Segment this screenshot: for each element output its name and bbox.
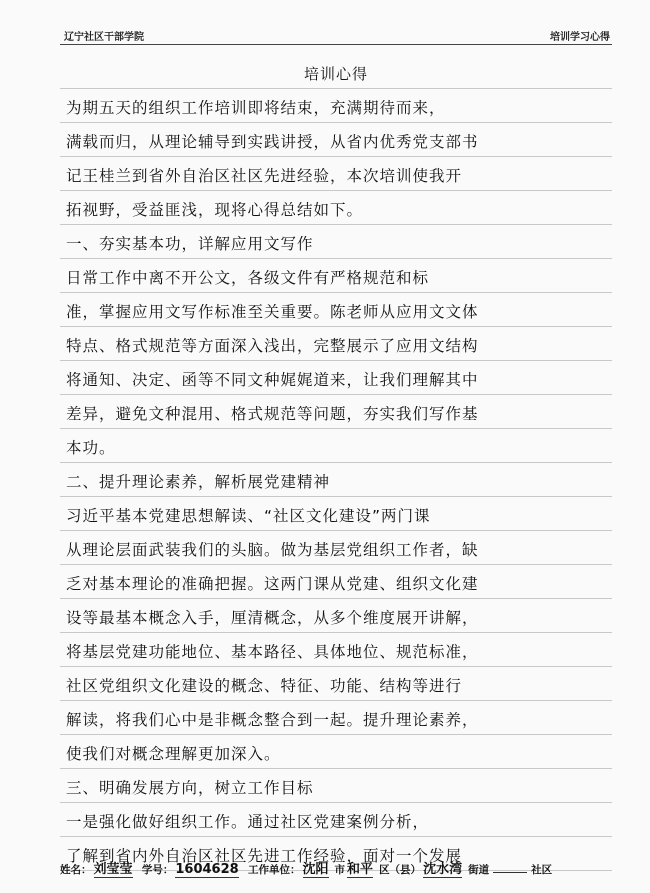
text-row <box>60 462 612 497</box>
text-row <box>60 428 612 463</box>
handwritten-line: 满载而归，从理论辅导到实践讲授，从省内优秀党支部书 <box>66 133 479 151</box>
handwritten-line: 从理论层面武装我们的头脑。做为基层党组织工作者，缺 <box>66 541 479 559</box>
handwritten-line: 二、提升理论素养，解析展党建精神 <box>66 473 331 491</box>
text-row <box>60 122 612 157</box>
text-row <box>60 292 612 327</box>
community-blank <box>493 872 527 873</box>
district-suffix: 区（县） <box>379 864 422 876</box>
text-row <box>60 258 612 293</box>
street-value: 沈水湾 <box>423 858 462 878</box>
text-row <box>60 666 612 701</box>
name-label: 姓名： <box>60 864 92 876</box>
text-row <box>60 190 612 225</box>
text-row <box>60 598 612 633</box>
text-row <box>60 768 612 803</box>
handwritten-line: 为期五天的组织工作培训即将结束，充满期待而来， <box>66 99 446 117</box>
handwritten-line: 一是强化做好组织工作。通过社区党建案例分析， <box>66 813 430 831</box>
name-value: 刘莹莹 <box>94 858 133 878</box>
handwritten-line: 将通知、决定、函等不同文种娓娓道来，让我们理解其中 <box>66 371 479 389</box>
handwritten-line: 特点、格式规范等方面深入浅出，完整展示了应用文结构 <box>66 337 479 355</box>
header-divider <box>60 44 612 45</box>
city-suffix: 市 <box>334 864 346 876</box>
handwritten-line: 使我们对概念理解更加深入。 <box>66 745 281 763</box>
text-row <box>60 326 612 361</box>
handwritten-line: 日常工作中离不开公文，各级文件有严格规范和标 <box>66 269 430 287</box>
text-row <box>60 632 612 667</box>
district-value: 和平 <box>347 858 373 878</box>
text-row <box>60 530 612 565</box>
handwritten-line: 习近平基本党建思想解读、“社区文化建设”两门课 <box>66 507 431 525</box>
footer-info <box>60 858 552 878</box>
text-row <box>60 156 612 191</box>
text-row <box>60 224 612 259</box>
handwritten-line: 准，掌握应用文写作标准至关重要。陈老师从应用文文体 <box>66 303 479 321</box>
handwritten-line: 记王桂兰到省外自治区社区先进经验，本次培训使我开 <box>66 167 463 185</box>
city-value: 沈阳 <box>303 858 329 878</box>
text-row <box>60 360 612 395</box>
handwritten-line: 社区党组织文化建设的概念、特征、功能、结构等进行 <box>66 677 463 695</box>
title-row <box>60 54 612 89</box>
handwritten-line: 三、明确发展方向，树立工作目标 <box>66 779 314 797</box>
essay-title: 培训心得 <box>303 65 368 83</box>
handwritten-line: 拓视野，受益匪浅，现将心得总结如下。 <box>66 201 364 219</box>
header-institution: 辽宁社区干部学院 <box>64 32 144 43</box>
community-suffix: 社区 <box>531 864 553 876</box>
handwritten-line: 乏对基本理论的准确把握。这两门课从党建、组织文化建 <box>66 575 479 593</box>
handwritten-line: 了解到省内外自治区社区先进工作经验，面对一个发展 <box>66 847 463 865</box>
handwritten-line: 将基层党建功能地位、基本路径、具体地位、规范标准， <box>66 643 479 661</box>
text-row <box>60 394 612 429</box>
text-row <box>60 88 612 123</box>
lined-writing-sheet <box>60 54 612 865</box>
id-label: 学号： <box>141 864 174 876</box>
text-row <box>60 734 612 769</box>
street-suffix: 街道 <box>468 864 490 876</box>
handwritten-line: 本功。 <box>66 439 116 457</box>
handwritten-line: 解读，将我们心中是非概念整合到一起。提升理论素养， <box>66 711 479 729</box>
handwritten-line: 设等最基本概念入手，厘清概念，从多个维度展开讲解， <box>66 609 479 627</box>
id-value: 1604628 <box>175 862 239 877</box>
text-row <box>60 564 612 599</box>
text-row <box>60 700 612 735</box>
header-doc-type: 培训学习心得 <box>550 32 610 43</box>
text-row <box>60 496 612 531</box>
text-row <box>60 802 612 837</box>
handwritten-line: 差异，避免文种混用、格式规范等问题，夯实我们写作基 <box>66 405 479 423</box>
handwritten-line: 一、夯实基本功，详解应用文写作 <box>66 235 314 253</box>
unit-label: 工作单位： <box>248 864 301 876</box>
